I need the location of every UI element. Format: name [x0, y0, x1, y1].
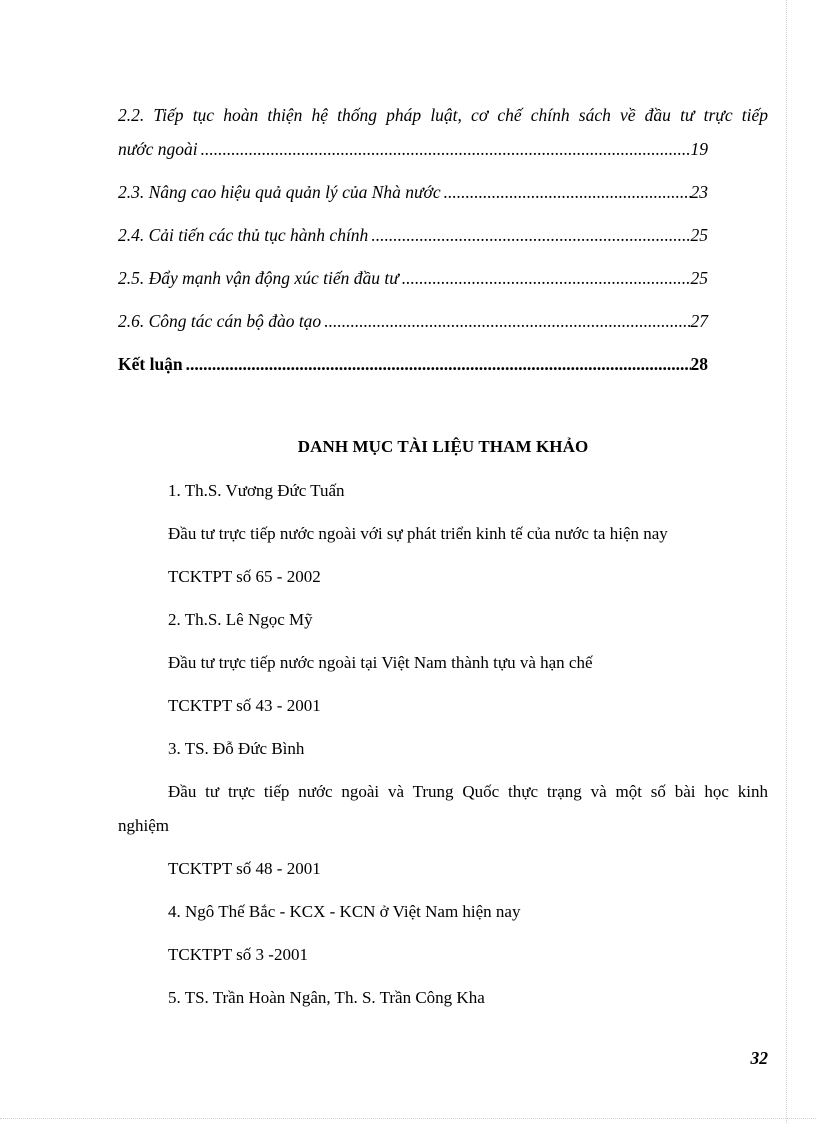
reference-source: TCKTPT số 48 - 2001	[168, 859, 321, 878]
reference-author: 2. Th.S. Lê Ngọc Mỹ	[168, 610, 313, 629]
toc-entry-2-2-line1: 2.2. Tiếp tục hoàn thiện hệ thống pháp luật, cơ chế chính sách về đầu tư trực tiếp	[118, 105, 768, 125]
toc-entry-2-6	[118, 306, 768, 349]
toc-page-number: 27	[690, 311, 708, 331]
reference-author: 1. Th.S. Vương Đức Tuấn	[168, 481, 345, 500]
toc-entry-conclusion	[118, 349, 768, 392]
toc-entry-2-5	[118, 263, 768, 306]
reference-author-title: 4. Ngô Thế Bắc - KCX - KCN ở Việt Nam hiện nay	[168, 902, 521, 921]
reference-source: TCKTPT số 65 - 2002	[168, 567, 321, 586]
toc-entry-2-2-line2	[118, 134, 768, 177]
toc-entry-title: 2.5. Đẩy mạnh vận động xúc tiến đầu tư	[118, 268, 399, 288]
reference-title: Đầu tư trực tiếp nước ngoài với sự phát triển kinh tế của nước ta hiện nay	[168, 524, 668, 543]
page-edge-right	[786, 0, 787, 1123]
reference-author: 5. TS. Trần Hoàn Ngân, Th. S. Trần Công Kha	[168, 988, 485, 1007]
toc-entry-title: Kết luận	[118, 354, 183, 374]
toc-entry-title: 2.6. Công tác cán bộ đào tạo	[118, 311, 322, 331]
toc-leader-dots	[201, 134, 691, 164]
toc-page-number: 19	[690, 139, 708, 159]
toc-entry-title: 2.3. Nâng cao hiệu quả quản lý của Nhà nước	[118, 182, 441, 202]
toc-page-number: 25	[690, 225, 708, 245]
references-list	[118, 476, 768, 1026]
toc-entry-2-3	[118, 177, 768, 220]
reference-source: TCKTPT số 43 - 2001	[168, 696, 321, 715]
toc-page-number: 25	[690, 268, 708, 288]
toc-leader-dots	[186, 349, 691, 379]
toc-entry-2-4	[118, 220, 768, 263]
toc-leader-dots	[402, 263, 691, 293]
page-edge-bottom	[0, 1118, 816, 1119]
reference-title: Đầu tư trực tiếp nước ngoài tại Việt Nam thành tựu và hạn chế	[168, 653, 593, 672]
reference-title-continuation: nghiệm	[118, 816, 169, 835]
reference-title: Đầu tư trực tiếp nước ngoài và Trung Quốc thực trạng và một số bài học kinh	[168, 782, 768, 801]
references-heading: DANH MỤC TÀI LIỆU THAM KHẢO	[297, 437, 589, 456]
reference-source: TCKTPT số 3 -2001	[168, 945, 308, 964]
toc-entry-title: 2.4. Cải tiến các thủ tục hành chính	[118, 225, 369, 245]
toc-page-number: 28	[690, 354, 708, 374]
toc-leader-dots	[324, 306, 690, 336]
table-of-contents	[118, 100, 768, 392]
toc-page-number: 23	[690, 182, 708, 202]
reference-author: 3. TS. Đỗ Đức Bình	[168, 739, 305, 758]
toc-entry-2-2-title-cont: nước ngoài	[118, 139, 198, 159]
toc-leader-dots	[371, 220, 690, 250]
page-number: 32	[750, 1048, 768, 1068]
toc-leader-dots	[444, 177, 691, 207]
